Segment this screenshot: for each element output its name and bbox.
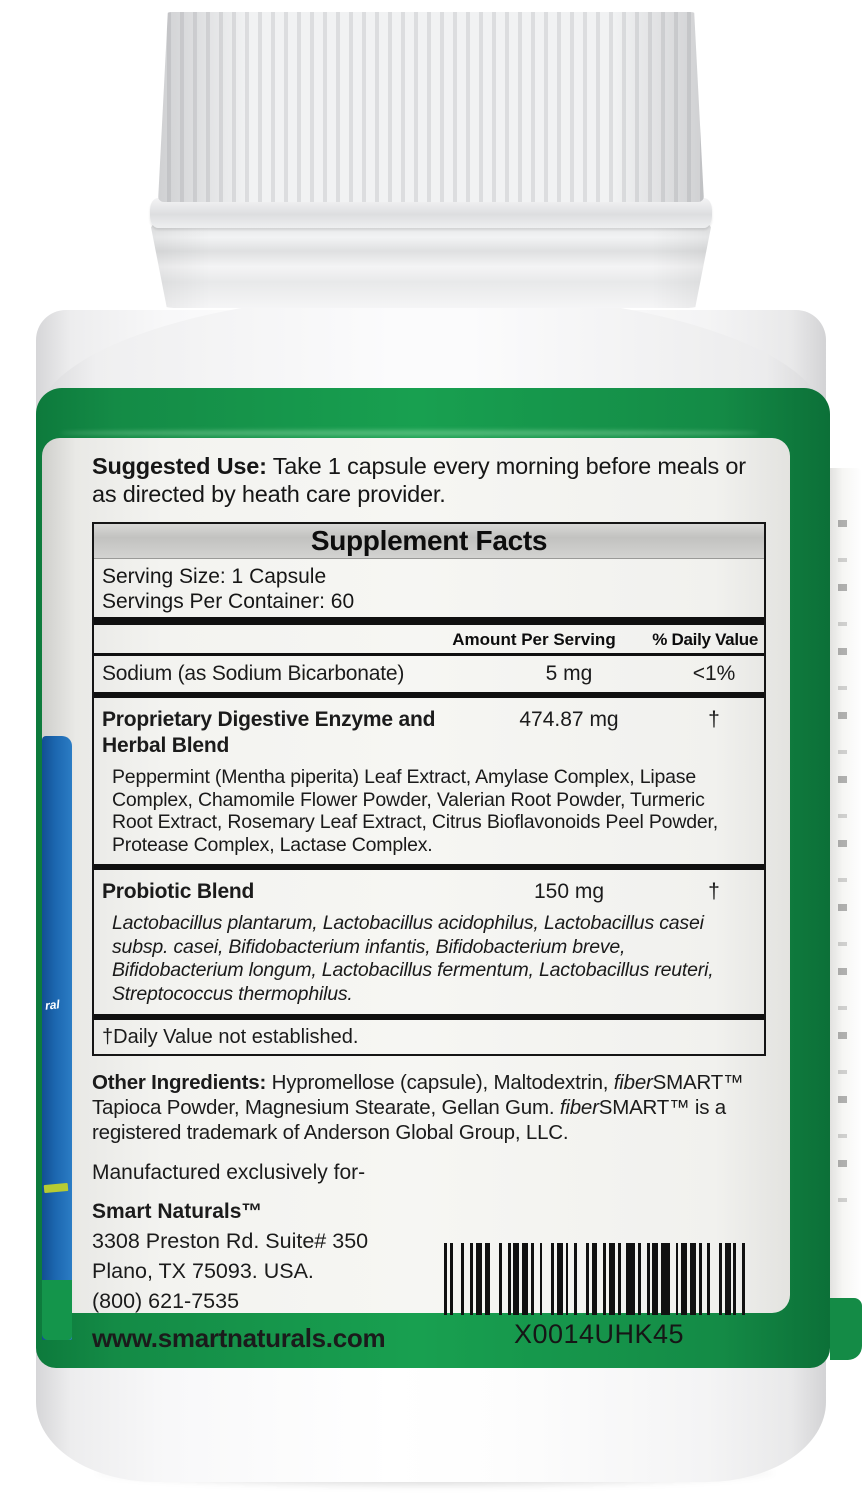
manufacturer-phone: (800) 621-7535 <box>92 1289 240 1313</box>
serving-size: Serving Size: 1 Capsule <box>102 565 327 588</box>
proprietary-blend-amount: 474.87 mg <box>519 708 619 731</box>
lime-accent-dash <box>44 1183 69 1193</box>
barcode-value: X0014UHK45 <box>513 1319 685 1349</box>
suggested-use <box>92 452 766 508</box>
facts-footnote: †Daily Value not established. <box>102 1026 359 1048</box>
label-sheen <box>60 430 760 436</box>
facts-title: Supplement Facts <box>94 524 764 559</box>
manufacturer-block <box>92 1197 766 1356</box>
manufactured-for: Manufactured exclusively for- <box>92 1161 366 1184</box>
other-ingredients-label: Other Ingredients: <box>92 1071 267 1094</box>
sodium-name: Sodium (as Sodium Bicarbonate) <box>102 662 405 685</box>
row-probiotic-blend <box>94 870 764 1014</box>
supplement-facts-table <box>92 522 766 1056</box>
proprietary-blend-dv: † <box>708 708 720 731</box>
sodium-amount: 5 mg <box>545 662 593 685</box>
front-label-edge <box>42 736 72 1340</box>
proprietary-blend-details: Peppermint (Mentha piperita) Leaf Extract, Amylase Complex, Lipase Complex, Chamomile Flower Powder, Valerian Root Powder, Turmeric Root Extract, Rosemary Leaf Extract, Citrus Bioflavonoids Peel Powder, Protease Complex, Lactase Complex. <box>112 766 718 856</box>
front-label-text-fragment: ral <box>44 997 61 1013</box>
probiotic-blend-details: Lactobacillus plantarum, Lactobacillus acidophilus, Lactobacillus casei subsp. casei, Bifidobacterium infantis, Bifidobacterium breve, Bifidobacterium longum, Lactobacillus fermentum, Lactobacillus reuteri, Streptococcus thermophilus. <box>112 912 714 1005</box>
serving-block <box>94 559 764 617</box>
sodium-dv: <1% <box>692 662 736 685</box>
bottle-cap <box>158 12 704 202</box>
row-proprietary-blend <box>94 698 764 864</box>
servings-per-container: Servings Per Container: 60 <box>102 590 355 613</box>
bottle-neck <box>150 222 712 308</box>
suggested-use-label: Suggested Use: <box>92 453 267 479</box>
label-white-panel <box>42 438 790 1353</box>
manufacturer-name: Smart Naturals™ <box>92 1200 263 1223</box>
dv-col-header: % Daily Value <box>652 630 758 649</box>
bottle-cap-lip <box>150 198 712 228</box>
probiotic-blend-dv: † <box>708 880 720 903</box>
website: www.smartnaturals.com <box>92 1323 386 1353</box>
other-ingredients-text: Hypromellose (capsule), Maltodextrin, fiberSMART™ Tapioca Powder, Magnesium Stearate, Gellan Gum. fiberSMART™ is a registered trademark of Anderson Global Group, LLC. <box>92 1071 744 1144</box>
front-label-green-tail <box>42 1280 72 1340</box>
probiotic-blend-name: Probiotic Blend <box>102 880 255 903</box>
row-sodium <box>94 656 764 692</box>
facts-header-row <box>94 625 764 656</box>
barcode <box>444 1243 754 1315</box>
proprietary-blend-name: Proprietary Digestive Enzyme and Herbal Blend <box>102 708 436 757</box>
amount-col-header: Amount Per Serving <box>452 630 616 649</box>
probiotic-blend-amount: 150 mg <box>533 880 605 903</box>
divider-thick <box>94 617 764 625</box>
manufacturer-address-1: 3308 Preston Rd. Suite# 350 <box>92 1229 369 1253</box>
other-ingredients <box>92 1070 752 1145</box>
suggested-use-text: Take 1 capsule every morning before meals or as directed by heath care provider. <box>92 453 746 507</box>
manufacturer-address-2: Plano, TX 75093. USA. <box>92 1259 314 1283</box>
side-sliver-green-band <box>830 1298 862 1360</box>
side-panel-text-marks <box>838 520 847 1220</box>
